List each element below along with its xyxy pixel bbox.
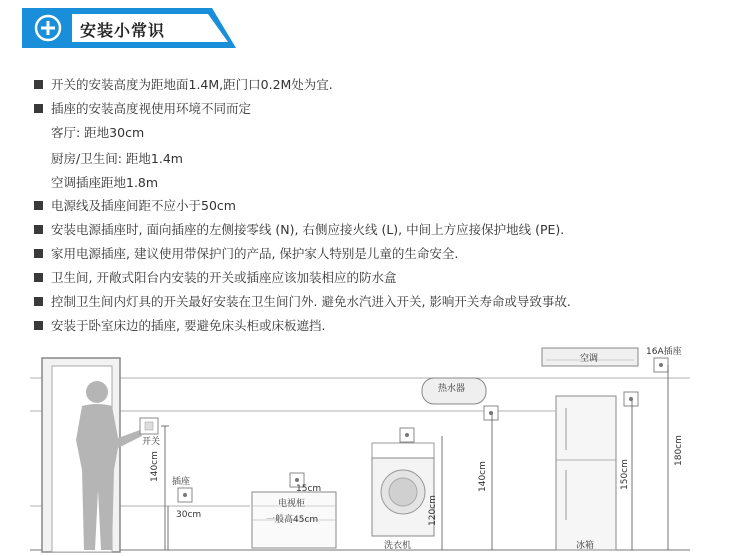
plus-circle-icon bbox=[34, 14, 62, 42]
tip-text: 安装于卧室床边的插座, 要避免床头柜或床板遮挡. bbox=[51, 318, 326, 333]
tv-height-label: 一般高45cm bbox=[266, 515, 319, 525]
height-120-label: 120cm bbox=[428, 495, 438, 526]
section-header bbox=[22, 8, 236, 48]
person-silhouette bbox=[76, 381, 142, 550]
tip-text: 开关的安装高度为距地面1.4M,距门口0.2M处为宜. bbox=[51, 77, 333, 92]
square-bullet-icon bbox=[34, 104, 43, 113]
washer-label: 洗衣机 bbox=[384, 541, 412, 551]
height-140-label: 140cm bbox=[150, 451, 160, 482]
ac-label: 空调 bbox=[580, 354, 599, 364]
water-heater-label: 热水器 bbox=[438, 384, 466, 394]
list-item bbox=[34, 75, 333, 93]
tv-cabinet-label: 电视柜 bbox=[278, 499, 306, 509]
list-item bbox=[34, 220, 564, 238]
tip-text: 插座的安装高度视使用环境不同而定 bbox=[51, 101, 252, 116]
list-item bbox=[51, 173, 158, 191]
list-item bbox=[34, 292, 571, 310]
tip-text: 空调插座距地1.8m bbox=[51, 175, 159, 190]
height-140b-label: 140cm bbox=[478, 461, 488, 492]
list-item bbox=[34, 99, 251, 117]
square-bullet-icon bbox=[34, 273, 43, 282]
square-bullet-icon bbox=[34, 249, 43, 258]
tip-text: 控制卫生间内灯具的开关最好安装在卫生间门外. 避免水汽进入开关, 影响开关寿命或导致事故. bbox=[51, 294, 571, 309]
diagram-drawing bbox=[0, 330, 750, 556]
square-bullet-icon bbox=[34, 321, 43, 330]
square-bullet-icon bbox=[34, 201, 43, 210]
switch-label: 开关 bbox=[142, 437, 161, 447]
list-item bbox=[34, 244, 458, 262]
list-item bbox=[51, 149, 183, 167]
fridge-shape bbox=[556, 396, 616, 550]
tip-text: 电源线及插座间距不应小于50cm bbox=[51, 198, 236, 213]
list-item bbox=[34, 196, 236, 214]
height-180-label: 180cm bbox=[674, 435, 684, 466]
square-bullet-icon bbox=[34, 225, 43, 234]
tip-text: 卫生间, 开敞式阳台内安装的开关或插座应该加装相应的防水盒 bbox=[51, 270, 397, 285]
list-item bbox=[51, 123, 144, 141]
fridge-label: 冰箱 bbox=[576, 541, 595, 551]
tip-text: 安装电源插座时, 面向插座的左侧接零线 (N), 右侧应接火线 (L), 中间上方应接保护地线 (PE). bbox=[51, 222, 565, 237]
socket-label: 插座 bbox=[172, 477, 191, 487]
tip-text: 家用电源插座, 建议使用带保护门的产品, 保护家人特别是儿童的生命安全. bbox=[51, 246, 459, 261]
installation-height-diagram bbox=[0, 330, 750, 556]
ac-socket-label: 16A插座 bbox=[646, 347, 682, 357]
square-bullet-icon bbox=[34, 80, 43, 89]
page-title: 安装小常识 bbox=[80, 21, 166, 40]
list-item bbox=[34, 268, 396, 286]
tip-text: 客厅: 距地30cm bbox=[51, 125, 145, 140]
height-15-label: 15cm bbox=[296, 484, 322, 494]
height-150-label: 150cm bbox=[620, 459, 630, 490]
height-30-label: 30cm bbox=[176, 510, 202, 520]
square-bullet-icon bbox=[34, 297, 43, 306]
switch-button bbox=[145, 422, 153, 430]
tip-text: 厨房/卫生间: 距地1.4m bbox=[51, 151, 183, 166]
